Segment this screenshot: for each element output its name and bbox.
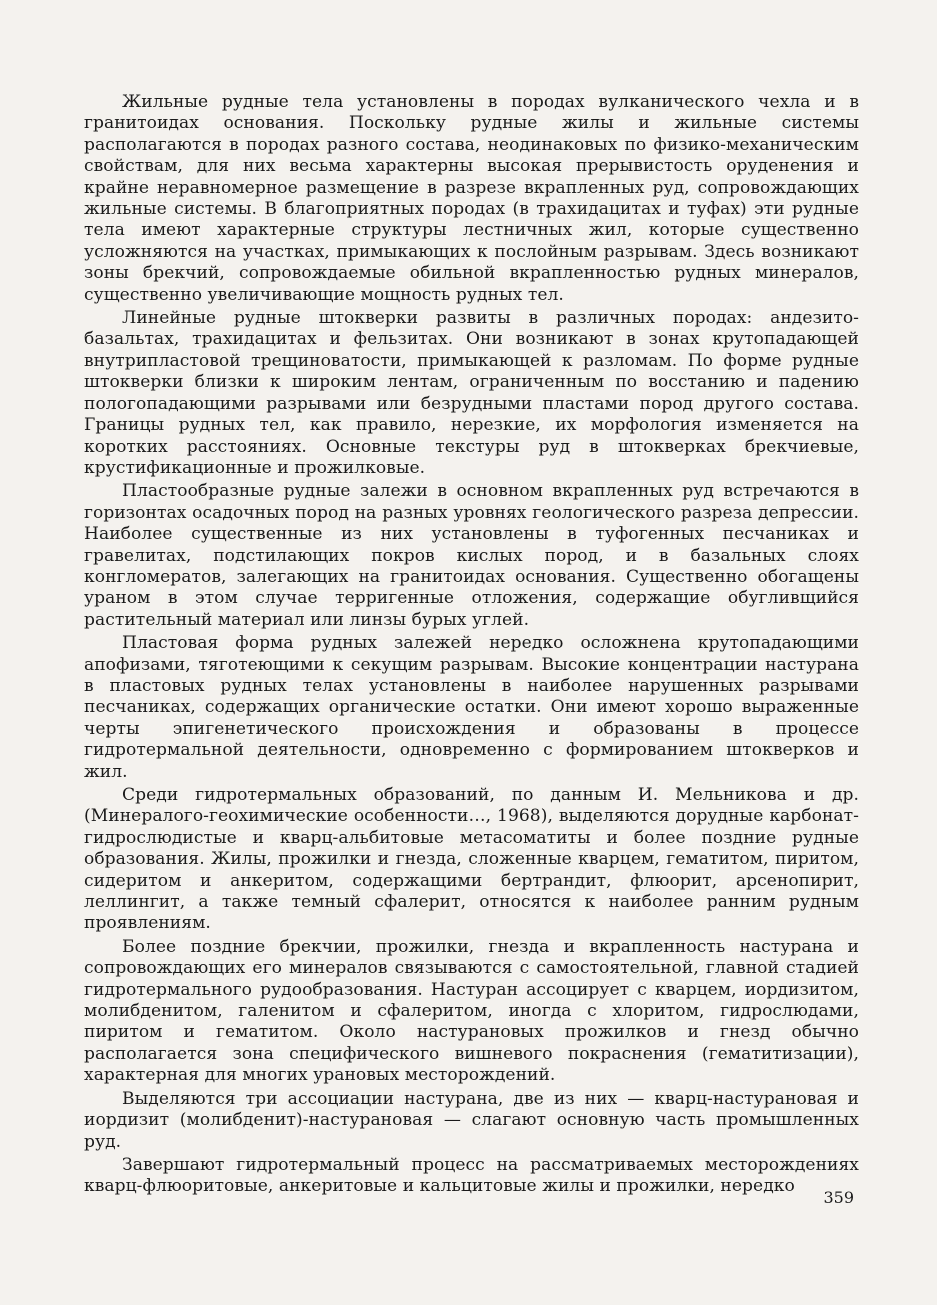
- paragraph-1: Жильные рудные тела установлены в породах вулканического чехла и в гранитоидах основания. Поскольку рудные жилы и жильные системы располагаются в породах разного состава, неодинаковых по физико-механическим свойствам, для них весьма характерны высокая прерывистость оруденения и крайне неравномерное размещение в разрезе вкрапленных руд, сопровождающих жильные системы. В благоприятных породах (в трахидацитах и туфах) эти рудные тела имеют характерные структуры лестничных жил, которые существенно усложняются на участках, примыкающих к послойным разрывам. Здесь возникают зоны брекчий, сопровождаемые обильной вкрапленностью рудных минералов, существенно увеличивающие мощность рудных тел.: [84, 92, 859, 305]
- paragraph-8: Завершают гидротермальный процесс на рассматриваемых месторождениях кварц-флюоритовые, анкеритовые и кальцитовые жилы и прожилки, нередко: [84, 1154, 859, 1197]
- paragraph-3: Пластообразные рудные залежи в основном вкрапленных руд встречаются в горизонтах осадочных пород на разных уровнях геологического разреза депрессии. Наиболее существенные из них установлены в туфогенных песчаниках и гравелитах, подстилающих покров кислых пород, и в базальных слоях конгломератов, залегающих на гранитоидах основания. Существенно обогащены ураном в этом случае терригенные отложения, содержащие обугливщийся растительный материал или линзы бурых углей.: [84, 481, 859, 630]
- paragraph-4: Пластовая форма рудных залежей нередко осложнена крутопадающими апофизами, тяготеющими к секущим разрывам. Высокие концентрации настурана в пластовых рудных телах установлены в наиболее нарушенных разрывами песчаниках, содержащих органические остатки. Они имеют хорошо выраженные черты эпигенетического происхождения и образованы в процессе гидротермальной деятельности, одновременно с формированием штокверков и жил.: [84, 633, 859, 782]
- paragraph-5: Среди гидротермальных образований, по данным И. Мельникова и др. (Минералого-геохимические особенности…, 1968), выделяются дорудные карбонат-гидрослюдистые и кварц-альбитовые метасоматиты и более поздние рудные образования. Жилы, прожилки и гнезда, сложенные кварцем, гематитом, пиритом, сидеритом и анкеритом, содержащими бертрандит, флюорит, арсенопирит, леллингит, а также темный сфалерит, относятся к наиболее ранним рудным проявлениям.: [84, 785, 859, 934]
- paragraph-6: Более поздние брекчии, прожилки, гнезда и вкрапленность настурана и сопровождающих его минералов связываются с самостоятельной, главной стадией гидротермального рудообразования. Настуран ассоцирует с кварцем, иордизитом, молибденитом, галенитом и сфалеритом, иногда с хлоритом, гидрослюдами, пиритом и гематитом. Около настурановых прожилков и гнезд обычно располагается зона специфического вишневого покраснения (гематитизации), характерная для многих урановых месторождений.: [84, 936, 859, 1086]
- page-number: 359: [823, 1188, 854, 1207]
- paragraph-7: Выделяются три ассоциации настурана, две из них — кварц-настурановая и иордизит (молибденит)-настурановая — слагают основную часть промышленных руд.: [84, 1088, 859, 1152]
- page-body: [84, 92, 859, 1200]
- paragraph-2: Линейные рудные штокверки развиты в различных породах: андезито-базальтах, трахидацитах и фельзитах. Они возникают в зонах крутопадающей внутрипластовой трещиноватости, примыкающей к разломам. По форме рудные штокверки близки к широким лентам, ограниченным по восстанию и падению пологопадающими разрывами или безрудными пластами пород другого состава. Границы рудных тел, как правило, нерезкие, их морфология изменяется на коротких расстояниях. Основные текстуры руд в штокверках брекчиевые, крустификационные и прожилковые.: [84, 308, 859, 478]
